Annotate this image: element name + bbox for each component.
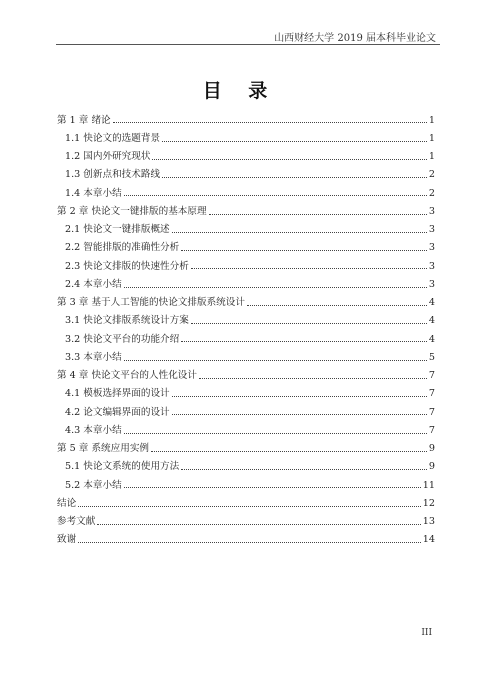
toc-entry-label: 1.4 本章小结 bbox=[65, 187, 122, 199]
page-header: 山西财经大学 2019 届本科毕业论文 bbox=[274, 33, 436, 44]
toc-entry-page: 7 bbox=[428, 388, 435, 400]
toc-entry-label: 2.4 本章小结 bbox=[65, 278, 122, 290]
toc-section-entry[interactable] bbox=[57, 383, 435, 401]
toc-entry-label: 结论 bbox=[57, 497, 77, 509]
toc-entry-page: 13 bbox=[422, 516, 435, 528]
toc-entry-label: 1.3 创新点和技术路线 bbox=[65, 169, 161, 181]
toc-section-entry[interactable] bbox=[57, 219, 435, 237]
toc-entry-label: 5.2 本章小结 bbox=[65, 479, 122, 491]
toc-section-entry[interactable] bbox=[57, 419, 435, 437]
toc-section-entry[interactable] bbox=[57, 146, 435, 164]
toc-dot-leader bbox=[78, 542, 421, 543]
toc-dot-leader bbox=[113, 122, 427, 123]
toc-dot-leader bbox=[124, 433, 427, 434]
toc-chapter-entry[interactable] bbox=[57, 511, 435, 529]
toc-entry-label: 第 4 章 快论文平台的人性化设计 bbox=[57, 370, 197, 382]
toc-section-entry[interactable] bbox=[57, 164, 435, 182]
toc-dot-leader bbox=[209, 214, 427, 215]
toc-dot-leader bbox=[181, 250, 427, 251]
header-divider bbox=[56, 44, 440, 45]
toc-entry-label: 第 2 章 快论文一键排版的基本原理 bbox=[57, 205, 207, 217]
toc-entry-label: 1.1 快论文的选题背景 bbox=[65, 132, 161, 144]
toc-chapter-entry[interactable] bbox=[57, 529, 435, 547]
toc-dot-leader bbox=[172, 232, 427, 233]
toc-entry-page: 5 bbox=[428, 351, 435, 363]
toc-dot-leader bbox=[124, 195, 427, 196]
toc-dot-leader bbox=[172, 414, 427, 415]
toc-entry-label: 致谢 bbox=[57, 534, 77, 546]
toc-entry-page: 1 bbox=[428, 132, 435, 144]
toc-entry-page: 4 bbox=[428, 315, 435, 327]
toc-dot-leader bbox=[247, 305, 427, 306]
toc-entry-label: 4.2 论文编辑界面的设计 bbox=[65, 406, 170, 418]
toc-chapter-entry[interactable] bbox=[57, 200, 435, 218]
toc-dot-leader bbox=[199, 378, 427, 379]
toc-chapter-entry[interactable] bbox=[57, 292, 435, 310]
toc-dot-leader bbox=[124, 487, 421, 488]
toc-entry-page: 3 bbox=[428, 224, 435, 236]
toc-section-entry[interactable] bbox=[57, 401, 435, 419]
toc-dot-leader bbox=[172, 396, 427, 397]
toc-dot-leader bbox=[181, 469, 427, 470]
toc-entry-label: 第 3 章 基于人工智能的快论文排版系统设计 bbox=[57, 297, 245, 309]
toc-dot-leader bbox=[191, 323, 427, 324]
toc-dot-leader bbox=[191, 268, 427, 269]
toc-section-entry[interactable] bbox=[57, 127, 435, 145]
toc-section-entry[interactable] bbox=[57, 310, 435, 328]
toc-entry-page: 3 bbox=[428, 242, 435, 254]
toc-chapter-entry[interactable] bbox=[57, 492, 435, 510]
toc-section-entry[interactable] bbox=[57, 255, 435, 273]
toc-entry-page: 9 bbox=[428, 461, 435, 473]
toc-entry-page: 7 bbox=[428, 370, 435, 382]
page-number: III bbox=[421, 628, 432, 638]
toc-entry-label: 2.1 快论文一键排版概述 bbox=[65, 224, 170, 236]
toc-entry-page: 11 bbox=[422, 479, 435, 491]
toc-entry-label: 1.2 国内外研究现状 bbox=[65, 151, 151, 163]
toc-entry-page: 2 bbox=[428, 187, 435, 199]
toc-entry-page: 14 bbox=[422, 534, 435, 546]
toc-dot-leader bbox=[97, 524, 420, 525]
toc-entry-label: 2.2 智能排版的准确性分析 bbox=[65, 242, 180, 254]
toc-entry-label: 5.1 快论文系统的使用方法 bbox=[65, 461, 180, 473]
toc-dot-leader bbox=[181, 341, 427, 342]
toc-section-entry[interactable] bbox=[57, 273, 435, 291]
toc-entry-page: 1 bbox=[428, 151, 435, 163]
toc-dot-leader bbox=[78, 506, 421, 507]
toc-entry-page: 4 bbox=[428, 297, 435, 309]
toc-chapter-entry[interactable] bbox=[57, 109, 435, 127]
toc-chapter-entry[interactable] bbox=[57, 365, 435, 383]
toc-entry-page: 3 bbox=[428, 278, 435, 290]
table-of-contents bbox=[57, 109, 435, 547]
toc-entry-page: 12 bbox=[422, 497, 435, 509]
toc-entry-label: 4.3 本章小结 bbox=[65, 424, 122, 436]
toc-entry-label: 3.3 本章小结 bbox=[65, 351, 122, 363]
toc-dot-leader bbox=[151, 451, 427, 452]
toc-dot-leader bbox=[162, 141, 427, 142]
toc-dot-leader bbox=[162, 177, 427, 178]
toc-entry-label: 2.3 快论文排版的快速性分析 bbox=[65, 260, 189, 272]
toc-entry-label: 第 1 章 绪论 bbox=[57, 114, 111, 126]
toc-entry-page: 1 bbox=[428, 114, 435, 126]
toc-entry-label: 参考文献 bbox=[57, 516, 96, 528]
toc-entry-label: 3.2 快论文平台的功能介绍 bbox=[65, 333, 180, 345]
toc-entry-label: 第 5 章 系统应用实例 bbox=[57, 443, 150, 455]
toc-entry-page: 7 bbox=[428, 406, 435, 418]
toc-entry-page: 3 bbox=[428, 205, 435, 217]
toc-section-entry[interactable] bbox=[57, 237, 435, 255]
toc-entry-page: 4 bbox=[428, 333, 435, 345]
toc-dot-leader bbox=[124, 360, 427, 361]
toc-section-entry[interactable] bbox=[57, 456, 435, 474]
toc-entry-page: 3 bbox=[428, 260, 435, 272]
toc-entry-page: 7 bbox=[428, 424, 435, 436]
toc-entry-label: 4.1 模板选择界面的设计 bbox=[65, 388, 170, 400]
toc-entry-label: 3.1 快论文排版系统设计方案 bbox=[65, 315, 189, 327]
toc-entry-page: 2 bbox=[428, 169, 435, 181]
toc-entry-page: 9 bbox=[428, 443, 435, 455]
toc-dot-leader bbox=[124, 287, 427, 288]
toc-section-entry[interactable] bbox=[57, 474, 435, 492]
toc-dot-leader bbox=[152, 159, 426, 160]
toc-section-entry[interactable] bbox=[57, 182, 435, 200]
toc-section-entry[interactable] bbox=[57, 346, 435, 364]
toc-section-entry[interactable] bbox=[57, 328, 435, 346]
toc-title: 目 录 bbox=[202, 80, 278, 102]
toc-chapter-entry[interactable] bbox=[57, 438, 435, 456]
